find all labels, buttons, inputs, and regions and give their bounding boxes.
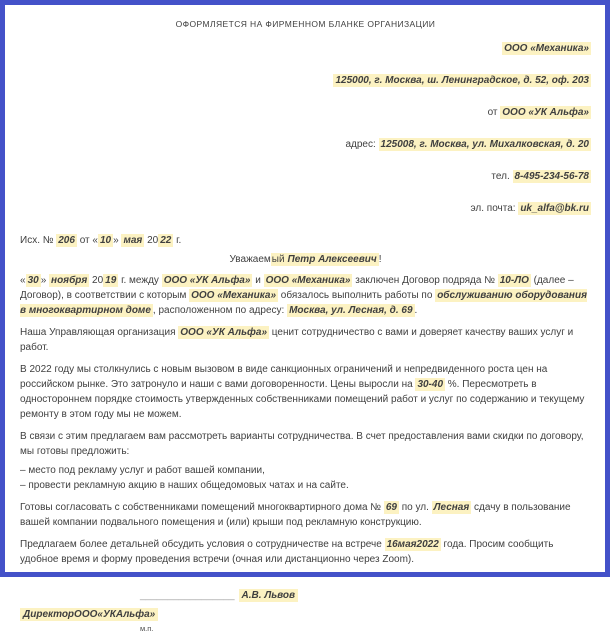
text-run: Готовы согласовать с собственниками помещений многоквартирного дома № [20,502,384,513]
text-run: ценит сотрудничество с вами и доверяет качеству ваших услуг и работ. [20,327,574,353]
text-run: заключен Договор подряда № [352,275,498,286]
letterhead-note: ОФОРМЛЯЕТСЯ НА ФИРМЕННОМ БЛАНКЕ ОРГАНИЗАЦИИ [175,19,436,29]
address-line [20,74,591,87]
salutation-line [20,253,591,266]
text-run: В 2022 году мы столкнулись с новым вызовом в виде санкционных ограничений и непредвиденного роста цен на российском рынке. Это затронуло и наши с вами договоренности. Цены выросли на [20,364,548,390]
text-run: » [113,235,122,246]
letter-content [5,5,605,634]
text-run: 20 [89,275,104,286]
text-run: В связи с этим предлагаем вам рассмотреть варианты сотрудничества. В счет предоставления вами скидки по договору, мы готовы предложить: [20,431,584,457]
highlighted-run: uk_alfa@bk.ru [520,203,589,214]
signature-block [20,589,591,634]
text-run: года. Просим сообщить удобное время и форму проведения встречи (очная или дистанционно через Zoom). [20,539,554,565]
offer-list [20,464,591,493]
signer-title-row [20,608,591,621]
text-run: « [20,275,26,286]
text-run: по ул. [398,502,432,513]
highlighted-run: ООО «УК Альфа» [502,107,589,118]
address-line [20,202,591,215]
recipient-block [20,42,591,215]
text-run: %. Пересмотреть в одностороннем порядке стоимость утвержденных собственниками помещений работ и услуг по содержанию и текущему ремонту в этом году мы не можем. [20,379,585,420]
address-line [20,138,591,151]
highlighted-run: ООО «Механика» [504,43,589,54]
paragraph-appreciation [20,325,591,355]
list-item: – место под рекламу услуг и работ вашей компании, [20,465,265,476]
highlighted-run: 125000, г. Москва, ш. Ленинградское, д. 52, оф. 203 [335,75,589,86]
highlighted-run: ый [271,254,285,265]
highlighted-run: ООО «Механика» [265,275,351,286]
highlighted-run: 8-495-234-56-78 [514,171,589,182]
highlighted-run: Петр Алексеевич [287,254,377,265]
text-run: г. между [118,275,162,286]
highlighted-run: ООО «Механика» [191,290,277,301]
paragraph-meeting [20,537,591,567]
signature-blank-line: _________________ [140,590,235,601]
highlighted-run: 30-40 [417,379,444,390]
highlighted-run: 10 [99,235,112,246]
signer-title: ДиректорООО«УКАльфа» [20,608,158,621]
text-run: Наша Управляющая организация [20,327,179,338]
text-run: (далее – Договор), в соответствии с которым [20,275,574,301]
highlighted-run: ООО «УК Альфа» [163,275,251,286]
text-run: эл. почта: [470,203,519,214]
paragraph-contract [20,273,591,318]
text-run: г. [173,235,182,246]
text-run: от « [76,235,98,246]
text-run: и [252,275,264,286]
text-run: сдачу в пользование вашей компании подвального помещения и (или) крыши под рекламную конструкцию. [20,502,571,528]
highlighted-run: Москва, ул. Лесная, д. 69 [289,305,413,316]
address-line [20,42,591,55]
highlighted-run: 22 [160,235,172,246]
signer-name: А.В. Львов [239,589,299,602]
text-run: . [414,305,418,316]
address-line [20,170,591,183]
highlighted-run: обслуживанию оборудования в многоквартирном доме [20,290,587,316]
highlighted-run: мая [123,235,143,246]
highlighted-run: 30 [27,275,39,286]
signature-row [20,589,591,602]
highlighted-run: 69 [385,502,397,513]
text-run: ! [378,254,382,265]
paragraph-offer-intro [20,429,591,459]
text-run: обязалось выполнить работы по [278,290,436,301]
text-run: , расположенном по адресу: [152,305,288,316]
text-run: Уважаем [229,254,271,265]
paragraph-prices [20,362,591,422]
stamp-placeholder: м.п. [140,624,154,633]
text-run: Исх. № [20,235,57,246]
text-run: тел. [491,171,513,182]
highlighted-run: ООО «УК Альфа» [180,327,268,338]
text-run: 20 [144,235,159,246]
list-item: – провести рекламную акцию в наших общедомовых чатах и на сайте. [20,479,349,491]
address-line [20,106,591,119]
outgoing-ref-line [20,234,591,247]
highlighted-run: 206 [58,235,75,246]
highlighted-run: ноября [51,275,88,286]
highlighted-run: 16мая2022 [386,539,439,550]
highlighted-run: 10-ЛО [499,275,529,286]
paragraph-premises [20,500,591,530]
text-run: адрес: [345,139,379,150]
text-run: от [487,107,501,118]
highlighted-run: 19 [105,275,117,286]
highlighted-run: 125008, г. Москва, ул. Михалковская, д. 20 [380,139,589,150]
highlighted-run: Лесная [433,502,470,513]
text-run: Предлагаем более детальней обсудить условия о сотрудничестве на встрече [20,539,385,550]
text-run: » [40,275,50,286]
